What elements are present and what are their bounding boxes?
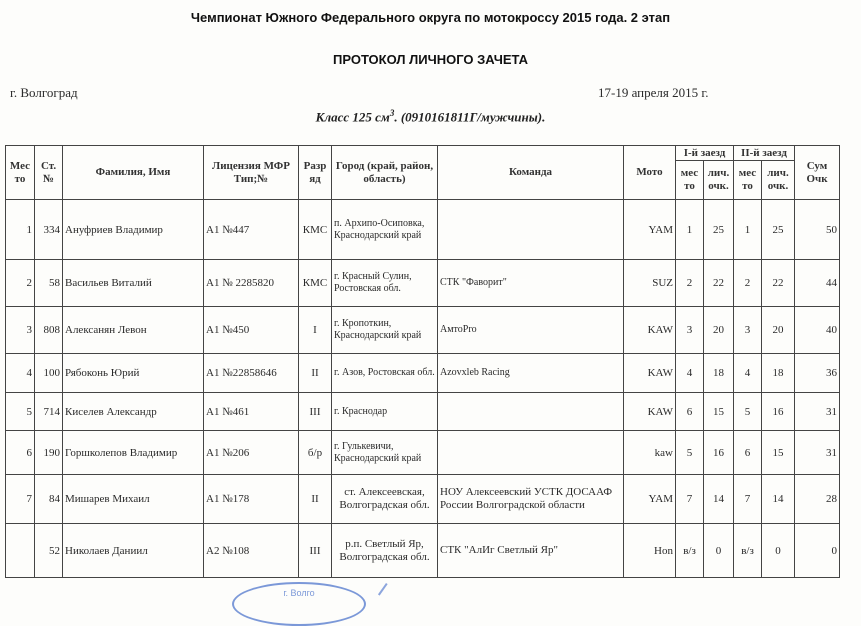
row-moto: Hon	[624, 524, 676, 578]
col-name: Фамилия, Имя	[63, 146, 204, 200]
row-license: А1 №178	[204, 475, 299, 524]
row-race2-points: 15	[762, 431, 795, 475]
row-rank: III	[299, 393, 332, 431]
row-name: Киселев Александр	[63, 393, 204, 431]
col-race1-points: лич. очк.	[704, 161, 734, 200]
row-race1-place: 3	[676, 307, 704, 354]
row-number: 58	[35, 260, 63, 307]
row-race2-points: 20	[762, 307, 795, 354]
official-stamp	[232, 582, 366, 626]
row-place: 1	[6, 200, 35, 260]
row-race2-points: 16	[762, 393, 795, 431]
row-license: А1 №450	[204, 307, 299, 354]
col-team: Команда	[438, 146, 624, 200]
row-race1-points: 18	[704, 354, 734, 393]
row-race2-place: 7	[734, 475, 762, 524]
row-moto: YAM	[624, 200, 676, 260]
row-race2-points: 14	[762, 475, 795, 524]
row-name: Горшколепов Владимир	[63, 431, 204, 475]
row-race1-points: 16	[704, 431, 734, 475]
row-team: Azovxleb Racing	[438, 354, 624, 393]
table-row	[6, 200, 840, 260]
row-race1-place: 5	[676, 431, 704, 475]
row-rank: III	[299, 524, 332, 578]
row-city: г. Гулькевичи, Краснодарский край	[332, 431, 438, 475]
row-name: Рябоконь Юрий	[63, 354, 204, 393]
row-number: 714	[35, 393, 63, 431]
row-sum: 31	[795, 393, 840, 431]
row-race2-points: 18	[762, 354, 795, 393]
row-race2-place: 5	[734, 393, 762, 431]
row-team	[438, 431, 624, 475]
row-city: п. Архипо-Осиповка, Краснодарский край	[332, 200, 438, 260]
row-license: А2 №108	[204, 524, 299, 578]
row-name: Николаев Даниил	[63, 524, 204, 578]
row-rank: II	[299, 475, 332, 524]
row-number: 84	[35, 475, 63, 524]
row-city: г. Кропоткин, Краснодарский край	[332, 307, 438, 354]
row-moto: KAW	[624, 354, 676, 393]
row-license: А1 №206	[204, 431, 299, 475]
table-row	[6, 393, 840, 431]
stamp-text: г. Волго	[283, 588, 315, 598]
col-city: Город (край, район, область)	[332, 146, 438, 200]
row-city: ст. Алексеевская, Волгоградская обл.	[332, 475, 438, 524]
col-sum: Сум Очк	[795, 146, 840, 200]
row-city: р.п. Светлый Яр, Волгоградская обл.	[332, 524, 438, 578]
col-race2-place: мес то	[734, 161, 762, 200]
event-dates: 17-19 апреля 2015 г.	[598, 85, 709, 100]
col-race1-place: мес то	[676, 161, 704, 200]
col-place: Мес то	[6, 146, 35, 200]
row-race1-points: 22	[704, 260, 734, 307]
row-team: СТК "АлИг Светлый Яр"	[438, 524, 624, 578]
col-rank: Разр яд	[299, 146, 332, 200]
row-race2-points: 0	[762, 524, 795, 578]
table-row	[6, 354, 840, 393]
table-row	[6, 524, 840, 578]
row-race2-points: 22	[762, 260, 795, 307]
row-sum: 50	[795, 200, 840, 260]
protocol-subtitle: ПРОТОКОЛ ЛИЧНОГО ЗАЧЕТА	[332, 52, 529, 67]
event-city: г. Волгоград	[10, 85, 78, 100]
row-number: 52	[35, 524, 63, 578]
document-title: Чемпионат Южного Федерального округа по мотокроссу 2015 года. 2 этап	[190, 10, 671, 25]
row-race2-place: 3	[734, 307, 762, 354]
row-team: АмтоPro	[438, 307, 624, 354]
row-name: Алексанян Левон	[63, 307, 204, 354]
row-place: 3	[6, 307, 35, 354]
row-place: 4	[6, 354, 35, 393]
row-team: НОУ Алексеевский УСТК ДОСААФ России Волгоградской области	[438, 475, 624, 524]
row-rank: I	[299, 307, 332, 354]
table-row	[6, 475, 840, 524]
row-race1-place: в/з	[676, 524, 704, 578]
row-name: Мишарев Михаил	[63, 475, 204, 524]
row-race1-points: 14	[704, 475, 734, 524]
row-race2-place: 2	[734, 260, 762, 307]
row-sum: 28	[795, 475, 840, 524]
col-license: Лицензия МФР Тип;№	[204, 146, 299, 200]
col-race1: I-й заезд	[676, 146, 734, 161]
row-sum: 44	[795, 260, 840, 307]
row-team: СТК "Фаворит"	[438, 260, 624, 307]
row-moto: KAW	[624, 307, 676, 354]
row-race1-points: 25	[704, 200, 734, 260]
row-rank: КМС	[299, 260, 332, 307]
row-number: 190	[35, 431, 63, 475]
row-city: г. Краснодар	[332, 393, 438, 431]
row-team	[438, 200, 624, 260]
row-moto: SUZ	[624, 260, 676, 307]
row-place: 6	[6, 431, 35, 475]
table-row	[6, 307, 840, 354]
row-number: 808	[35, 307, 63, 354]
row-sum: 31	[795, 431, 840, 475]
row-race1-points: 20	[704, 307, 734, 354]
row-rank: II	[299, 354, 332, 393]
row-race1-points: 15	[704, 393, 734, 431]
class-sup: 3	[389, 108, 395, 118]
row-name: Ануфриев Владимир	[63, 200, 204, 260]
row-moto: YAM	[624, 475, 676, 524]
table-row	[6, 431, 840, 475]
row-sum: 40	[795, 307, 840, 354]
signature-stroke	[378, 583, 404, 607]
row-name: Васильев Виталий	[63, 260, 204, 307]
col-race2: II-й заезд	[734, 146, 795, 161]
class-prefix: Класс 125 см	[315, 109, 390, 125]
col-moto: Мото	[624, 146, 676, 200]
class-line	[0, 108, 861, 125]
row-team	[438, 393, 624, 431]
row-number: 334	[35, 200, 63, 260]
row-race2-points: 25	[762, 200, 795, 260]
class-suffix: . (0910161811Г/мужчины).	[394, 109, 546, 125]
row-rank: КМС	[299, 200, 332, 260]
row-moto: kaw	[624, 431, 676, 475]
row-moto: KAW	[624, 393, 676, 431]
row-license: А1 №461	[204, 393, 299, 431]
row-place: 2	[6, 260, 35, 307]
row-city: г. Азов, Ростовская обл.	[332, 354, 438, 393]
row-race1-place: 7	[676, 475, 704, 524]
row-place	[6, 524, 35, 578]
row-sum: 36	[795, 354, 840, 393]
row-license: А1 №22858646	[204, 354, 299, 393]
row-city: г. Красный Сулин, Ростовская обл.	[332, 260, 438, 307]
row-race2-place: в/з	[734, 524, 762, 578]
row-race2-place: 6	[734, 431, 762, 475]
row-place: 5	[6, 393, 35, 431]
row-sum: 0	[795, 524, 840, 578]
row-race1-place: 2	[676, 260, 704, 307]
row-race1-points: 0	[704, 524, 734, 578]
col-num: Ст. №	[35, 146, 63, 200]
row-race2-place: 1	[734, 200, 762, 260]
row-rank: б/р	[299, 431, 332, 475]
row-race1-place: 4	[676, 354, 704, 393]
row-license: А1 № 2285820	[204, 260, 299, 307]
row-number: 100	[35, 354, 63, 393]
row-race1-place: 1	[676, 200, 704, 260]
results-table	[5, 145, 840, 578]
row-license: А1 №447	[204, 200, 299, 260]
row-place: 7	[6, 475, 35, 524]
col-race2-points: лич. очк.	[762, 161, 795, 200]
row-race2-place: 4	[734, 354, 762, 393]
row-race1-place: 6	[676, 393, 704, 431]
table-row	[6, 260, 840, 307]
